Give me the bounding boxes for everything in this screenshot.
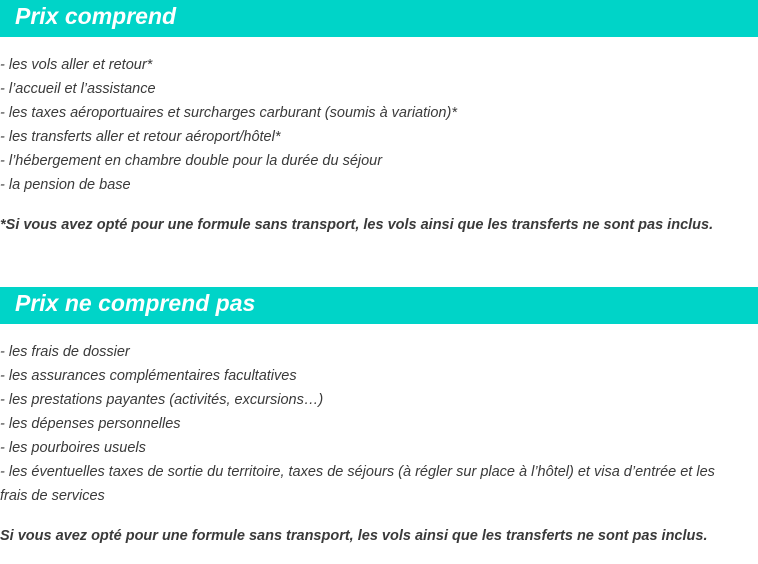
- list-item: - les vols aller et retour*: [0, 57, 153, 73]
- list-item: - les éventuelles taxes de sortie du territoire, taxes de séjours (à régler sur place à l’hôtel) et visa d’entrée et les frais de services: [0, 464, 715, 504]
- list-item: - les taxes aéroportuaires et surcharges carburant (soumis à variation)*: [0, 105, 457, 121]
- included-section-title: Prix comprend: [15, 3, 177, 29]
- list-item: - la pension de base: [0, 177, 131, 193]
- excluded-items-list: [0, 340, 745, 508]
- list-item: - l’accueil et l’assistance: [0, 81, 156, 97]
- included-items-list: [0, 53, 745, 197]
- list-item: - l’hébergement en chambre double pour la durée du séjour: [0, 153, 383, 169]
- list-item: - les assurances complémentaires facultatives: [0, 368, 297, 384]
- excluded-section-note: Si vous avez opté pour une formule sans transport, les vols ainsi que les transferts ne sont pas inclus.: [0, 528, 708, 544]
- list-item: - les transferts aller et retour aéroport/hôtel*: [0, 129, 281, 145]
- list-item: - les dépenses personnelles: [0, 416, 181, 432]
- excluded-section-title: Prix ne comprend pas: [15, 290, 256, 316]
- list-item: - les prestations payantes (activités, excursions…): [0, 392, 324, 408]
- included-section-header: [0, 0, 758, 37]
- list-item: - les frais de dossier: [0, 344, 130, 360]
- excluded-section-header: [0, 287, 758, 324]
- list-item: - les pourboires usuels: [0, 440, 146, 456]
- included-section-note: *Si vous avez opté pour une formule sans transport, les vols ainsi que les transferts ne sont pas inclus.: [0, 217, 714, 233]
